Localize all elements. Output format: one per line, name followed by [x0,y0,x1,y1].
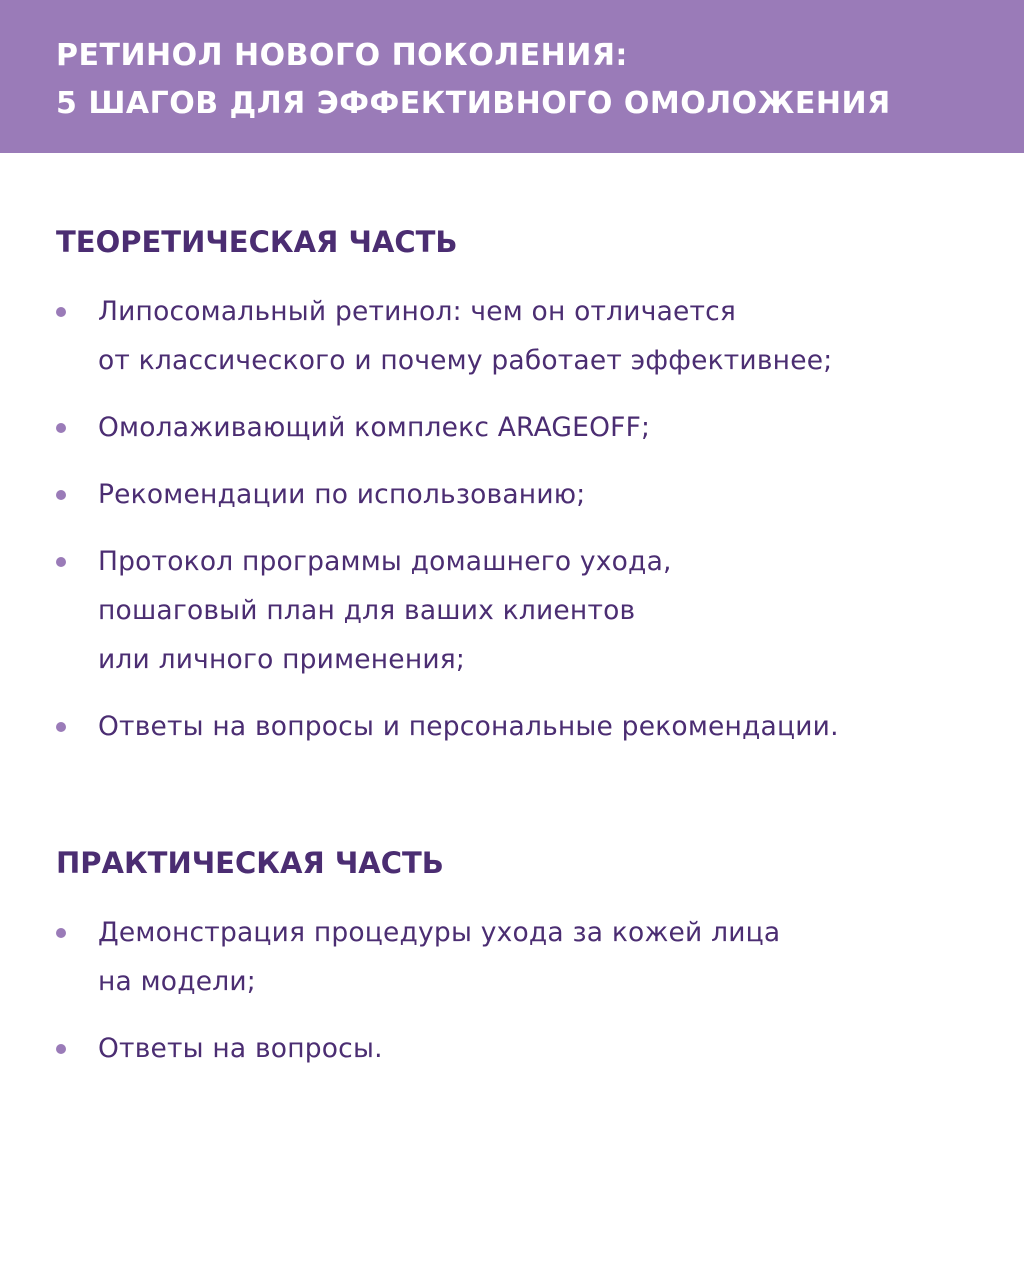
theory-section-title: ТЕОРЕТИЧЕСКАЯ ЧАСТЬ [56,225,458,259]
list-item-text: Рекомендации по использованию; [98,479,586,510]
header-title-line-1: РЕТИНОЛ НОВОГО ПОКОЛЕНИЯ: [56,38,628,73]
list-item [56,537,1016,684]
list-item-text: Протокол программы домашнего ухода, пошаговый план для ваших клиентов или личного применения; [98,546,672,675]
list-item [56,1024,1016,1073]
list-item-text: Омолаживающий комплекс ARAGEOFF; [98,412,651,443]
list-item-text: Ответы на вопросы. [98,1033,383,1064]
header-title-line-2: 5 ШАГОВ ДЛЯ ЭФФЕКТИВНОГО ОМОЛОЖЕНИЯ [56,86,891,121]
theory-section [56,215,1016,769]
list-item [56,403,1016,452]
practice-section [56,836,1016,1091]
bullet-dot-icon [56,557,66,567]
header-banner [0,0,1024,153]
list-item-text: Липосомальный ретинол: чем он отличается от классического и почему работает эффективнее; [98,296,833,376]
list-item [56,908,1016,1006]
bullet-dot-icon [56,1044,66,1054]
bullet-dot-icon [56,928,66,938]
list-item [56,287,1016,385]
list-item [56,470,1016,519]
bullet-dot-icon [56,490,66,500]
list-item-text: Демонстрация процедуры ухода за кожей лица на модели; [98,917,781,997]
bullet-dot-icon [56,722,66,732]
theory-list [56,287,1016,751]
bullet-dot-icon [56,423,66,433]
practice-list [56,908,1016,1073]
bullet-dot-icon [56,307,66,317]
list-item [56,702,1016,751]
list-item-text: Ответы на вопросы и персональные рекомендации. [98,711,839,742]
practice-section-title: ПРАКТИЧЕСКАЯ ЧАСТЬ [56,846,444,880]
